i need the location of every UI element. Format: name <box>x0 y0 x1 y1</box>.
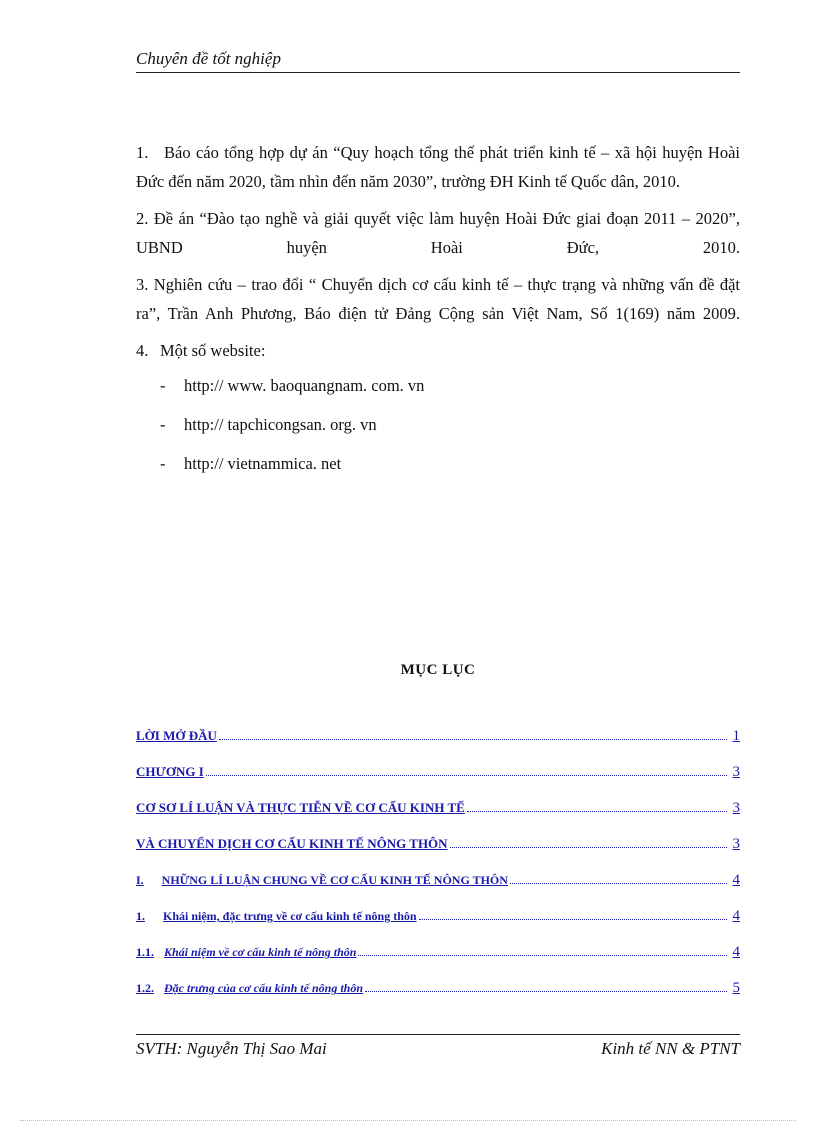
toc-leader-dots <box>358 955 726 956</box>
header-title: Chuyên đề tốt nghiệp <box>136 49 281 68</box>
reference-item <box>136 270 740 328</box>
toc-page-number[interactable]: 3 <box>732 764 740 780</box>
toc-title: MỤC LỤC <box>400 662 476 678</box>
bullet-dash: - <box>160 415 166 434</box>
toc-entry-label[interactable]: CHƯƠNG I <box>136 764 204 779</box>
reference-item <box>136 336 740 365</box>
page-footer <box>136 1034 740 1059</box>
toc-page-number[interactable]: 4 <box>732 908 740 924</box>
bullet-dash: - <box>160 454 166 473</box>
toc-entry-section-i[interactable] <box>136 872 740 908</box>
footer-department: Kinh tế NN & PTNT <box>601 1039 740 1058</box>
website-url: http:// www. baoquangnam. com. vn <box>184 376 425 395</box>
toc-leader-dots <box>510 883 727 884</box>
reference-list <box>136 138 740 492</box>
toc-page-number[interactable]: 4 <box>732 944 740 960</box>
toc-entry-label[interactable]: LỜI MỞ ĐẦU <box>136 728 217 743</box>
toc-entry-link[interactable] <box>136 981 363 996</box>
reference-text: Đề án “Đào tạo nghề và giải quyết việc làm huyện Hoài Đức giai đoạn 2011 – 2020”, UBND huyện Hoài Đức, 2010. <box>136 209 740 257</box>
website-item <box>136 375 740 397</box>
toc-entry-label: NHỮNG LÍ LUẬN CHUNG VỀ CƠ CẤU KINH TẾ NÔNG THÔN <box>161 873 508 887</box>
footer-author: SVTH: Nguyễn Thị Sao Mai <box>136 1039 327 1058</box>
toc-entry-label[interactable]: VÀ CHUYỂN DỊCH CƠ CẤU KINH TẾ NÔNG THÔN <box>136 836 448 851</box>
toc-entry-link[interactable] <box>136 945 356 960</box>
bullet-dash: - <box>160 376 166 395</box>
website-item <box>136 453 740 475</box>
reference-text: Báo cáo tổng hợp dự án “Quy hoạch tổng thể phát triển kinh tế – xã hội huyện Hoài Đức đến năm 2020, tầm nhìn đến năm 2030”, trường ĐH Kinh tế Quốc dân, 2010. <box>136 143 740 191</box>
reference-item <box>136 204 740 262</box>
toc-entry-chuyen-dich[interactable] <box>136 836 740 872</box>
website-url: http:// vietnammica. net <box>184 454 342 473</box>
toc-entry-chuong-1[interactable] <box>136 764 740 800</box>
reference-text: Một số website: <box>160 341 266 360</box>
toc-entry-link[interactable] <box>136 873 508 888</box>
toc-page-number[interactable]: 4 <box>732 872 740 888</box>
toc-entry-loi-mo-dau[interactable] <box>136 728 740 764</box>
reference-item <box>136 138 740 196</box>
page-header <box>136 48 740 73</box>
toc-entry-section-1[interactable] <box>136 908 740 944</box>
reference-number: 3. <box>136 275 149 294</box>
toc-leader-dots <box>206 775 727 776</box>
toc-entry-number: 1.1. <box>136 945 154 959</box>
page-edge-divider <box>20 1120 796 1121</box>
toc-page-number[interactable]: 3 <box>732 800 740 816</box>
toc-entry-number: 1.2. <box>136 981 154 995</box>
toc-leader-dots <box>365 991 727 992</box>
toc-entry-link[interactable] <box>136 909 417 924</box>
toc-page-number[interactable]: 5 <box>732 980 740 996</box>
table-of-contents <box>136 728 740 1016</box>
website-url: http:// tapchicongsan. org. vn <box>184 415 377 434</box>
toc-entry-section-1-1[interactable] <box>136 944 740 980</box>
toc-entry-section-1-2[interactable] <box>136 980 740 1016</box>
toc-entry-label: Đặc trưng của cơ cấu kinh tế nông thôn <box>164 981 363 995</box>
toc-entry-number: I. <box>136 873 144 887</box>
toc-leader-dots <box>219 739 727 740</box>
reference-text: Nghiên cứu – trao đổi “ Chuyển dịch cơ cấu kinh tế – thực trạng và những vấn đề đặt ra”, Trần Anh Phương, Báo điện tử Đảng Cộng sản Việt Nam, Số 1(169) năm 2009. <box>136 275 740 323</box>
toc-entry-co-so-li-luan[interactable] <box>136 800 740 836</box>
toc-entry-label[interactable]: CƠ SƠ LÍ LUẬN VÀ THỰC TIỄN VỀ CƠ CẤU KINH TẾ <box>136 800 465 815</box>
reference-number: 4. <box>136 341 149 360</box>
toc-entry-label: Khái niệm về cơ cấu kinh tế nông thôn <box>164 945 357 959</box>
reference-number: 1. <box>136 143 149 162</box>
website-item <box>136 414 740 436</box>
toc-page-number[interactable]: 1 <box>732 728 740 744</box>
toc-page-number[interactable]: 3 <box>732 836 740 852</box>
toc-leader-dots <box>450 847 727 848</box>
toc-leader-dots <box>419 919 727 920</box>
toc-entry-label: Khái niệm, đặc trưng về cơ cấu kinh tế nông thôn <box>163 909 417 923</box>
toc-leader-dots <box>467 811 727 812</box>
reference-number: 2. <box>136 209 149 228</box>
website-list <box>136 375 740 475</box>
toc-entry-number: 1. <box>136 909 145 923</box>
